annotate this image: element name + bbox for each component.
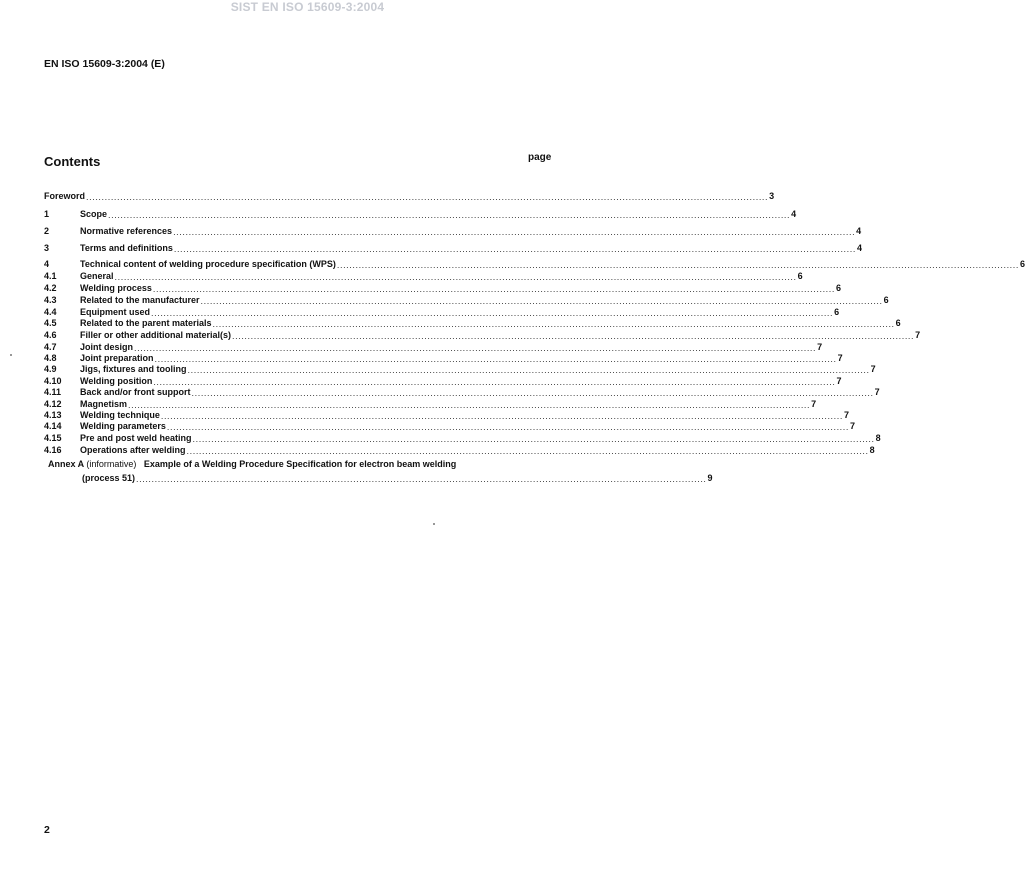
toc-entry-title: Related to the parent materials: [80, 318, 212, 328]
toc-entry-number: 4.9: [44, 364, 57, 374]
page-number: 2: [44, 824, 50, 836]
toc-entry[interactable]: [44, 282, 841, 294]
toc-entry-number: 4.16: [44, 445, 62, 455]
toc-entry-title: Welding parameters: [80, 421, 166, 431]
toc-entry-number: 2: [44, 226, 50, 236]
toc-entry[interactable]: [44, 225, 862, 237]
toc-entry-title: General: [80, 271, 114, 281]
toc-entry-page: 7: [817, 342, 823, 352]
toc-entry-page: 7: [849, 421, 855, 431]
leader-dots: ............................................................................................................................................................................................................................: [191, 388, 874, 398]
toc-entry-number: 4.1: [44, 271, 57, 281]
toc-entry-number: 4.2: [44, 283, 57, 293]
toc-entry-page: 4: [856, 226, 862, 236]
toc-entry-page: 7: [843, 410, 849, 420]
toc-entry-number: 4.12: [44, 399, 62, 409]
toc-entry-number: 4.6: [44, 330, 57, 340]
toc-entry-title: Equipment used: [80, 307, 151, 317]
toc-entry-page: 4: [791, 209, 797, 219]
toc-entry-page: 6: [834, 307, 840, 317]
toc-entry-page: 6: [797, 271, 803, 281]
toc-entry-title: Welding position: [80, 376, 153, 386]
toc-entry[interactable]: [44, 208, 797, 220]
toc-entry-number: 4.3: [44, 295, 57, 305]
toc-entry-number: 4.14: [44, 421, 62, 431]
leader-dots: ............................................................................................................................................................................................................................: [336, 260, 1019, 270]
toc-entry-title: Filler or other additional material(s): [80, 330, 232, 340]
annex-page: 9: [707, 473, 713, 483]
toc-entry-title: Joint design: [80, 342, 134, 352]
toc-entry-title: Foreword: [44, 191, 86, 201]
toc-entry-title: Technical content of welding procedure specification (WPS): [80, 259, 336, 269]
leader-dots: ............................................................................................................................................................................................................................: [173, 227, 856, 237]
leader-dots: ............................................................................................................................................................................................................................: [166, 422, 849, 432]
page-column-label: page: [528, 152, 552, 163]
annex-label: Annex A: [48, 459, 84, 469]
toc-entry[interactable]: [44, 420, 855, 432]
toc-entry-title: Joint preparation: [80, 353, 154, 363]
toc-entry-number: 4.5: [44, 318, 57, 328]
toc-entry-title: Back and/or front support: [80, 387, 191, 397]
toc-entry-page: 7: [915, 330, 921, 340]
scan-speck: [10, 354, 12, 356]
leader-dots: ............................................................................................................................................................................................................................: [192, 434, 875, 444]
toc-entry-title: Operations after welding: [80, 445, 186, 455]
toc-entry[interactable]: [44, 432, 881, 444]
leader-dots: ............................................................................................................................................................................................................................: [152, 284, 835, 294]
toc-entry-number: 4.11: [44, 387, 62, 397]
leader-dots: ............................................................................................................................................................................................................................: [187, 365, 870, 375]
toc-entry-page: 7: [811, 399, 817, 409]
leader-dots: ............................................................................................................................................................................................................................: [153, 377, 836, 387]
toc-entry-number: 4.15: [44, 433, 62, 443]
toc-entry-title: Normative references: [80, 226, 173, 236]
toc-entry-page: 7: [837, 353, 843, 363]
toc-entry[interactable]: [44, 258, 1025, 270]
toc-entry[interactable]: [44, 242, 862, 254]
leader-dots: ............................................................................................................................................................................................................................: [134, 343, 817, 353]
leader-dots: ............................................................................................................................................................................................................................: [151, 308, 834, 318]
toc-entry-title: Welding process: [80, 283, 152, 293]
toc-entry-title: Welding technique: [80, 410, 160, 420]
toc-entry[interactable]: [44, 329, 921, 341]
annex-entry[interactable]: [48, 458, 557, 470]
leader-dots: ............................................................................................................................................................................................................................: [154, 354, 837, 364]
toc-entry[interactable]: [44, 294, 889, 306]
document-reference: EN ISO 15609-3:2004 (E): [44, 58, 165, 70]
toc-entry-number: 4.10: [44, 376, 62, 386]
leader-dots: ............................................................................................................................................................................................................................: [86, 192, 769, 202]
leader-dots: ............................................................................................................................................................................................................................: [200, 296, 883, 306]
toc-entry[interactable]: [44, 444, 875, 456]
toc-entry-title: Pre and post weld heating: [80, 433, 192, 443]
toc-entry-number: 4.7: [44, 342, 57, 352]
annex-type: (informative): [86, 459, 137, 469]
leader-dots: ............................................................................................................................................................................................................................: [212, 319, 895, 329]
toc-entry-number: 4: [44, 259, 50, 269]
toc-entry-page: 6: [835, 283, 841, 293]
toc-entry-page: 3: [769, 191, 775, 201]
toc-entry-number: 4.4: [44, 307, 57, 317]
leader-dots: ............................................................................................................................................................................................................................: [160, 411, 843, 421]
toc-entry-page: 6: [883, 295, 889, 305]
toc-entry-page: 8: [875, 433, 881, 443]
toc-entry[interactable]: [44, 317, 901, 329]
toc-entry-number: 4.8: [44, 353, 57, 363]
leader-dots: ........................................................................................................................................................................................: [136, 474, 707, 484]
toc-entry-title: Related to the manufacturer: [80, 295, 200, 305]
toc-entry-page: 8: [869, 445, 875, 455]
leader-dots: ............................................................................................................................................................................................................................: [173, 244, 856, 254]
toc-entry-number: 4.13: [44, 410, 62, 420]
toc-entry-page: 6: [895, 318, 901, 328]
toc-entry[interactable]: [44, 386, 880, 398]
contents-heading: Contents: [44, 154, 101, 169]
leader-dots: ............................................................................................................................................................................................................................: [232, 331, 915, 341]
toc-entry-page: 7: [836, 376, 842, 386]
toc-entry-title: Magnetism: [80, 399, 128, 409]
scan-speck: [433, 523, 435, 525]
toc-entry[interactable]: [44, 190, 775, 202]
leader-dots: ............................................................................................................................................................................................................................: [186, 446, 869, 456]
annex-title-line2: (process 51): [82, 473, 136, 483]
watermark: SIST EN ISO 15609-3:2004: [230, 0, 385, 14]
annex-entry-line2[interactable]: [82, 472, 713, 484]
toc-entry[interactable]: [44, 363, 876, 375]
leader-dots: ............................................................................................................................................................................................................................: [114, 272, 797, 282]
annex-title-line1: Example of a Welding Procedure Specification for electron beam welding: [143, 459, 457, 469]
toc-entry-title: Scope: [80, 209, 108, 219]
toc-entry-page: 7: [874, 387, 880, 397]
toc-entry-page: 7: [870, 364, 876, 374]
leader-dots: ............................................................................................................................................................................................................................: [108, 210, 791, 220]
toc-entry-title: Jigs, fixtures and tooling: [80, 364, 187, 374]
toc-entry-number: 3: [44, 243, 50, 253]
toc-entry-page: 6: [1019, 259, 1025, 269]
toc-entry-title: Terms and definitions: [80, 243, 173, 253]
toc-entry-page: 4: [856, 243, 862, 253]
toc-entry-number: 1: [44, 209, 50, 219]
leader-dots: ............................................................................................................................................................................................................................: [128, 400, 811, 410]
toc-entry[interactable]: [44, 270, 803, 282]
